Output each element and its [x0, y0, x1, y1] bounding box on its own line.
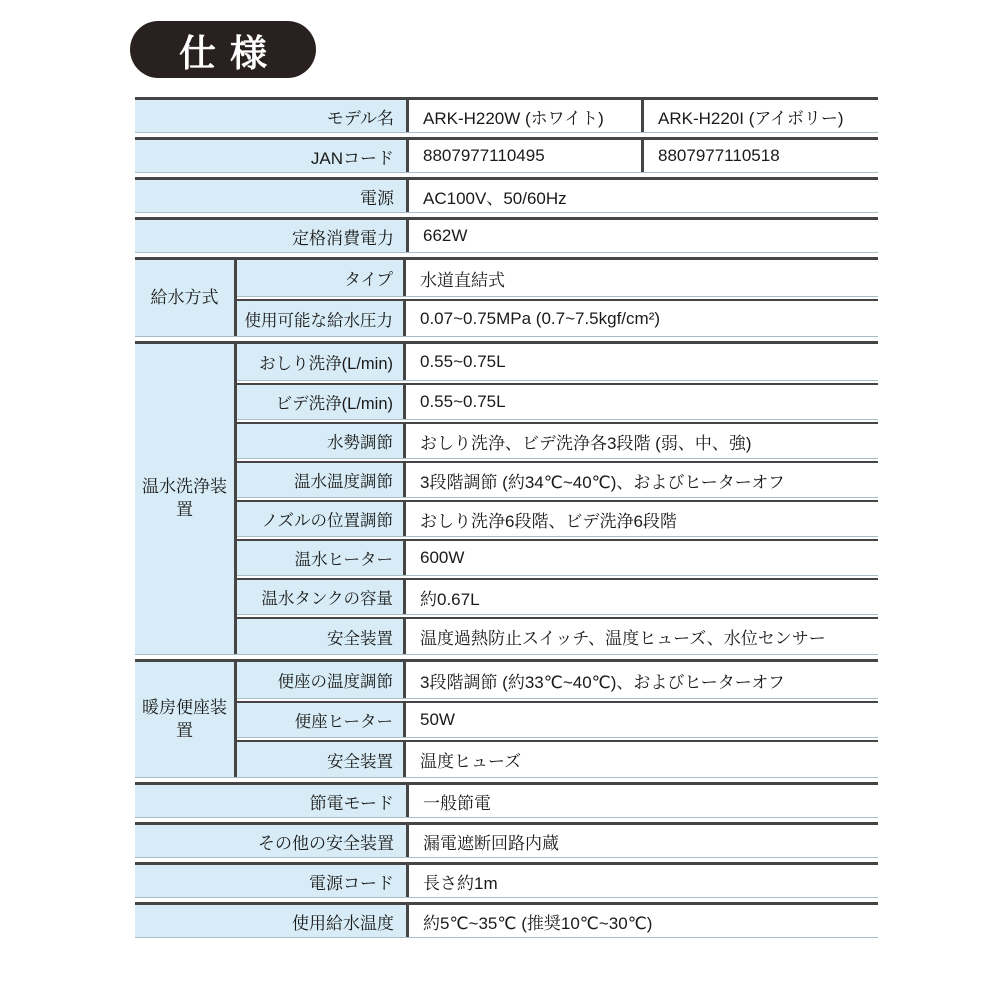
row-label: 温水タンクの容量 — [237, 580, 406, 614]
group-row — [237, 344, 878, 381]
group-heated-seat-unit — [135, 659, 878, 778]
row-label: 使用可能な給水圧力 — [237, 301, 406, 336]
group-row — [237, 500, 878, 537]
jan-white-value: 8807977110495 — [409, 140, 644, 172]
group-row — [237, 578, 878, 615]
row-value: 一般節電 — [423, 793, 491, 813]
row-value: 水道直結式 — [420, 270, 505, 290]
group-row — [237, 539, 878, 576]
group-row — [237, 701, 878, 738]
row-value: 0.55~0.75L — [420, 392, 506, 411]
row-value: AC100V、50/60Hz — [423, 188, 567, 208]
group-body — [237, 662, 878, 777]
row-value: 600W — [420, 548, 465, 567]
row-value: 0.07~0.75MPa (0.7~7.5kgf/cm²) — [420, 308, 661, 328]
group-warm-water-unit — [135, 341, 878, 655]
row-label: その他の安全装置 — [135, 825, 409, 857]
row-value: 3段階調節 (約34℃~40℃)、およびヒーターオフ — [420, 472, 785, 492]
row-value: 温度ヒューズ — [420, 752, 522, 771]
row-value: 3段階調節 (約33℃~40℃)、およびヒーターオフ — [420, 672, 785, 692]
table-row-supply-water-temp — [135, 902, 878, 938]
group-row — [237, 260, 878, 297]
row-label: 安全装置 — [237, 619, 406, 654]
table-row-rated-power — [135, 217, 878, 253]
group-body — [237, 344, 878, 654]
group-row — [237, 662, 878, 699]
jan-ivory-value: 8807977110518 — [658, 146, 780, 165]
section-title: 仕様 — [179, 32, 281, 74]
table-row-model — [135, 97, 878, 133]
row-label: ノズルの位置調節 — [237, 502, 406, 536]
group-row — [237, 740, 878, 777]
group-row — [237, 461, 878, 498]
row-value: 0.55~0.75L — [420, 352, 506, 371]
row-label: 使用給水温度 — [135, 905, 409, 937]
spec-table — [135, 97, 878, 942]
row-label: ビデ洗浄(L/min) — [237, 385, 406, 419]
row-label: 電源コード — [135, 865, 409, 897]
group-row — [237, 422, 878, 459]
row-value: 長さ約1m — [423, 873, 498, 893]
row-label: タイプ — [237, 260, 406, 296]
row-value: 約0.67L — [420, 589, 480, 609]
group-body — [237, 260, 878, 336]
row-label: モデル名 — [135, 100, 409, 132]
row-label: おしり洗浄(L/min) — [237, 344, 406, 380]
row-label: 定格消費電力 — [135, 220, 409, 252]
row-value: 662W — [423, 226, 468, 245]
row-label: 電源 — [135, 180, 409, 212]
row-value: 50W — [420, 710, 455, 729]
row-value: 漏電遮断回路内蔵 — [423, 833, 559, 853]
row-label: 温水温度調節 — [237, 463, 406, 497]
row-label: 節電モード — [135, 785, 409, 817]
row-label: JANコード — [135, 140, 409, 172]
row-value: おしり洗浄6段階、ビデ洗浄6段階 — [420, 511, 677, 531]
row-value: 温度過熱防止スイッチ、温度ヒューズ、水位センサー — [420, 629, 826, 648]
group-label: 給水方式 — [135, 260, 237, 336]
row-label: 便座の温度調節 — [237, 662, 406, 698]
model-ivory-value: ARK-H220I (アイボリー) — [658, 108, 844, 128]
group-water-supply — [135, 257, 878, 337]
section-title-badge — [130, 21, 316, 78]
table-row-other-safety — [135, 822, 878, 858]
row-label: 温水ヒーター — [237, 541, 406, 575]
table-row-eco-mode — [135, 782, 878, 818]
row-label: 便座ヒーター — [237, 703, 406, 737]
row-value: おしり洗浄、ビデ洗浄各3段階 (弱、中、強) — [420, 433, 752, 453]
table-row-power — [135, 177, 878, 213]
group-row — [237, 617, 878, 654]
table-row-jan — [135, 137, 878, 173]
row-label: 安全装置 — [237, 742, 406, 777]
group-label: 暖房便座装置 — [135, 662, 237, 777]
table-row-power-cord — [135, 862, 878, 898]
row-value: 約5℃~35℃ (推奨10℃~30℃) — [423, 913, 653, 933]
model-white-value: ARK-H220W (ホワイト) — [409, 100, 644, 132]
group-row — [237, 383, 878, 420]
row-label: 水勢調節 — [237, 424, 406, 458]
group-row — [237, 299, 878, 336]
group-label: 温水洗浄装置 — [135, 344, 237, 654]
